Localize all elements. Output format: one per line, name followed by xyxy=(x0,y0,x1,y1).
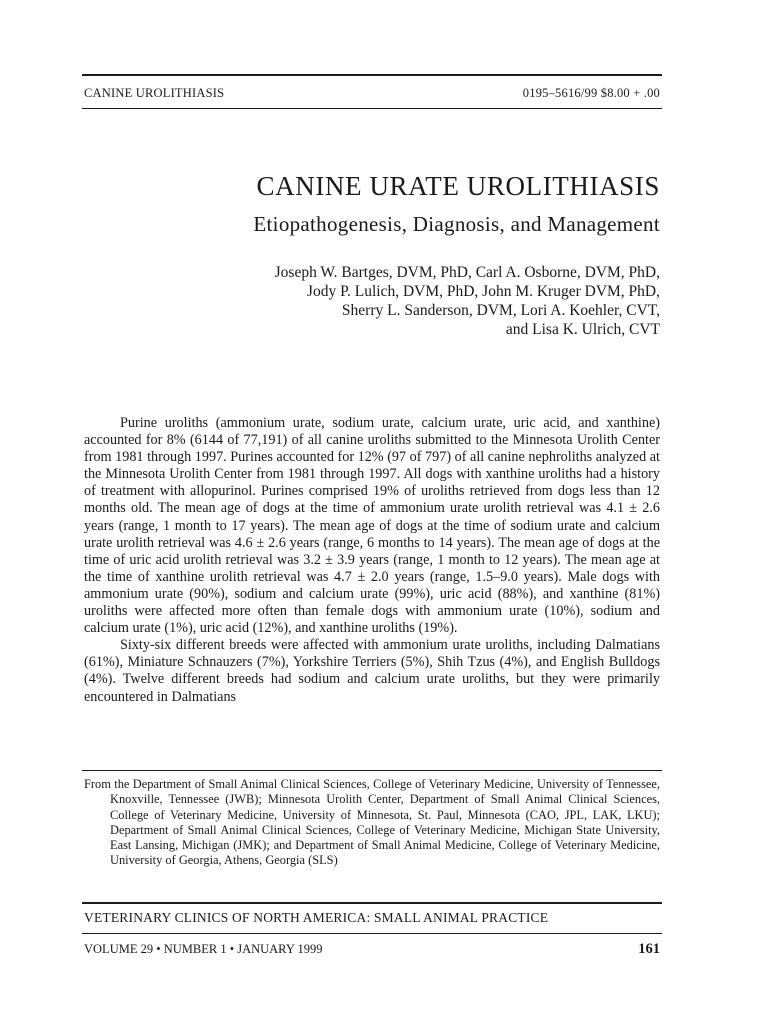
author-line: Sherry L. Sanderson, DVM, Lori A. Koehler, CVT, xyxy=(341,302,660,319)
author-line: and Lisa K. Ulrich, CVT xyxy=(505,321,660,338)
article-title: CANINE URATE UROLITHIASIS xyxy=(256,171,660,201)
author-line: Joseph W. Bartges, DVM, PhD, Carl A. Osborne, DVM, PhD, xyxy=(274,264,660,281)
running-head-right: 0195–5616/99 $8.00 + .00 xyxy=(522,86,660,100)
author-line: Jody P. Lulich, DVM, PhD, John M. Kruger DVM, PhD, xyxy=(306,283,660,300)
body-text xyxy=(84,415,660,706)
issue-info: VOLUME 29 • NUMBER 1 • JANUARY 1999 xyxy=(84,942,323,956)
running-head-left: CANINE UROLITHIASIS xyxy=(84,86,225,100)
author-list xyxy=(84,263,660,339)
header-rule-bottom xyxy=(82,108,662,109)
body-paragraph: Sixty-six different breeds were affected with ammonium urate uroliths, including Dalmatians (61%), Miniature Schnauzers (7%), Yorkshire Terriers (5%), Shih Tzus (4%), and English Bulldogs (4%). Twelve different breeds had sodium and calcium urate uroliths, but they were primarily encountered in Dalmatians xyxy=(84,637,660,705)
issue-line xyxy=(84,941,660,958)
journal-name: VETERINARY CLINICS OF NORTH AMERICA: SMALL ANIMAL PRACTICE xyxy=(84,910,549,925)
body-paragraph: Purine uroliths (ammonium urate, sodium urate, calcium urate, uric acid, and xanthine) accounted for 8% (6144 of 77,191) of all canine uroliths submitted to the Minnesota Urolith Center from 1981 through 1997. Purines accounted for 12% (97 of 797) of all canine nephroliths analyzed at the Minnesota Urolith Center from 1981 through 1997. All dogs with xanthine uroliths had a history of treatment with allopurinol. Purines comprised 19% of uroliths retrieved from dogs less than 12 months old. The mean age of dogs at the time of ammonium urate urolith retrieval was 4.1 ± 2.6 years (range, 1 month to 17 years). The mean age of dogs at the time of sodium urate and calcium urate urolith retrieval was 4.6 ± 2.6 years (range, 6 months to 14 years). The mean age of dogs at the time of uric acid urolith retrieval was 3.2 ± 3.9 years (range, 1 month to 12 years). The mean age at the time of xanthine urolith retrieval was 4.7 ± 2.0 years (range, 1.5–9.0 years). Male dogs with ammonium urate (90%), sodium and calcium urate (99%), uric acid (88%), and xanthine (81%) uroliths were affected more often than female dogs with ammonium urate (10%), sodium and calcium urate (1%), uric acid (12%), and xanthine uroliths (19%). xyxy=(84,415,660,637)
footer-rule-middle xyxy=(82,933,662,934)
running-head xyxy=(84,86,660,101)
article-subtitle: Etiopathogenesis, Diagnosis, and Management xyxy=(253,212,660,236)
header-rule-top xyxy=(82,74,662,76)
page-number: 161 xyxy=(638,941,660,957)
footer-rule-top xyxy=(82,902,662,904)
affiliation-footnote: From the Department of Small Animal Clinical Sciences, College of Veterinary Medicine, University of Tennessee, Knoxville, Tennessee (JWB); Minnesota Urolith Center, Department of Small Animal Clinical Sciences, College of Veterinary Medicine, University of Minnesota, St. Paul, Minnesota (CAO, JPL, LAK, LKU); Department of Small Animal Clinical Sciences, College of Veterinary Medicine, Michigan State University, East Lansing, Michigan (JMK); and Department of Small Animal Medicine, College of Veterinary Medicine, University of Georgia, Athens, Georgia (SLS) xyxy=(84,777,660,868)
footnote-rule xyxy=(82,770,662,771)
